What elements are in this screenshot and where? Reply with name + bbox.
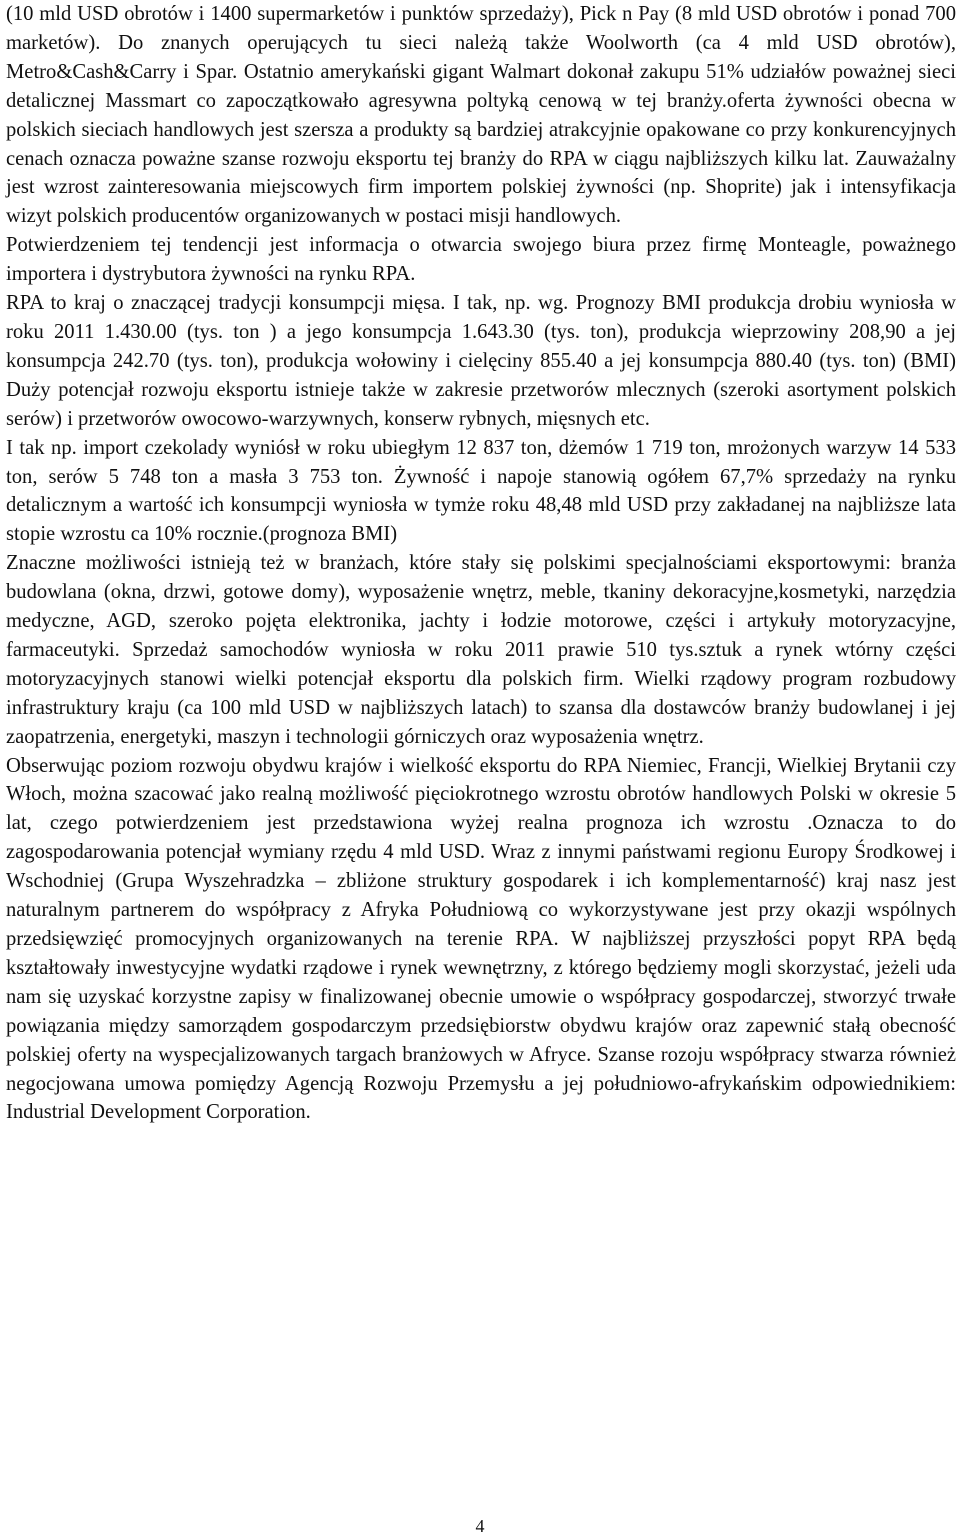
paragraph-retail-chains: (10 mld USD obrotów i 1400 supermarketów i punktów sprzedaży), Pick n Pay (8 mld USD obrotów i ponad 700 marketów). Do znanych operujących tu sieci należą także Woolworth (ca 4 mld USD obrotów), Metro&Cash&Carry i Spar. Ostatnio amerykański gigant Walmart dokonał zakupu 51% udziałów poważnej sieci detalicznej Massmart co zapoczątkowało agresywna poltyką cenową w tej branży.oferta żywności obecna w polskich sieciach handlowych jest szersza a produkty są bardziej atrakcyjnie opakowane co przy konkurencyjnych cenach oznacza poważne szanse rozwoju eksportu tej branży do RPA w ciągu najbliższych kilku lat. Zauważalny jest wzrost zainteresowania miejscowych firm importem polskiej żywności (np. Shoprite) jak i intensyfikacja wizyt polskich producentów organizowanych w postaci misji handlowych. <box>6 3 956 228</box>
paragraph-trade-outlook: Obserwując poziom rozwoju obydwu krajów i wielkość eksportu do RPA Niemiec, Francji, Wielkiej Brytanii czy Włoch, można szacować jako realną możliwość pięciokrotnego wzrostu obrotów handlowych Polski w okresie 5 lat, czego potwierdzeniem jest przedstawiona wyżej realna prognoza ich wzrostu .Oznacza to do zagospodarowania potencjał wymiany rzędu 4 mld USD. Wraz z innymi państwami regionu Europy Środkowej i Wschodniej (Grupa Wyszehradzka – zbliżone struktury gospodarek i ich komplementarność) kraj nasz jest naturalnym partnerem do współpracy z Afryka Południową co wykorzystywane jest przy okazji wspólnych przedsięwzięć promocyjnych organizowanych na terenie RPA. W najbliższej przyszłości popyt RPA będą kształtowały inwestycyjne wydatki rządowe i rynek wewnętrzny, z którego będziemy mogli skorzystać, jeżeli uda nam się uzyskać korzystne zapisy w finalizowanej obecnie umowie o współpracy gospodarczej, stworzyć trwałe powiązania między samorządem gospodarczym przedsiębiorstw obydwu krajów oraz zapewnić stałą obecność polskiej oferty na wyspecjalizowanych targach branżowych w Afryce. Szanse rozoju współpracy stwarza również negocjowana umowa pomiędzy Agencją Rozwoju Przemysłu a jej południowo-afrykańskim odpowiednikiem: Industrial Development Corporation. <box>6 754 956 1124</box>
page-number: 4 <box>475 1516 485 1536</box>
paragraph-export-specialties: Znaczne możliwości istnieją też w branżach, które stały się polskimi specjalnościami eksportowymi: branża budowlana (okna, drzwi, gotowe domy), wyposażenie wnętrz, meble, tkaniny dekoracyjne,kosmetyki, narzędzia medyczne, AGD, szeroko pojęta elektronika, jachty i łodzie motorowe, części i artykuły motoryzacyjne, farmaceutyki. Sprzedaż samochodów wyniosła w roku 2011 prawie 510 tys.sztuk a rynek wtórny części motoryzacyjnych stanowi wielki potencjał eksportu dla polskich firm. Wielki rządowy program rozbudowy infrastruktury kraju (ca 100 mld USD w najbliższych latach) to szansa dla dostawców branży budowlanej i jej zaopatrzenia, energetyki, maszyn i technologii górniczych oraz wyposażenia wnętrz. <box>6 552 956 748</box>
paragraph-monteagle: Potwierdzeniem tej tendencji jest informacja o otwarcia swojego biura przez firmę Monteagle, poważnego importera i dystrybutora żywności na rynku RPA. <box>6 234 956 286</box>
document-page <box>6 0 956 1127</box>
paragraph-imports: I tak np. import czekolady wyniósł w roku ubiegłym 12 837 ton, dżemów 1 719 ton, mrożonych warzyw 14 533 ton, serów 5 748 ton a masła 3 753 ton. Żywność i napoje stanowią ogółem 67,7% sprzedaży na rynku detalicznym a wartość ich konsumpcji wyniosła w tymże roku 48,48 mld USD przy zakładanej na najbliższe lata stopie wzrostu ca 10% rocznie.(prognoza BMI) <box>6 436 956 546</box>
paragraph-meat-consumption: RPA to kraj o znaczącej tradycji konsumpcji mięsa. I tak, np. wg. Prognozy BMI produkcja drobiu wyniosła w roku 2011 1.430.00 (tys. ton ) a jego konsumpcja 1.643.30 (tys. ton), produkcja wieprzowiny 208,90 a jej konsumpcja 242.70 (tys. ton), produkcja wołowiny i cielęciny 855.40 a jej konsumpcja 880.40 (tys. ton) (BMI) Duży potencjał rozwoju eksportu istnieje także w zakresie przetworów mlecznych (szeroki asortyment polskich serów) i przetworów owocowo-warzywnych, konserw rybnych, mięsnych etc. <box>6 292 956 430</box>
